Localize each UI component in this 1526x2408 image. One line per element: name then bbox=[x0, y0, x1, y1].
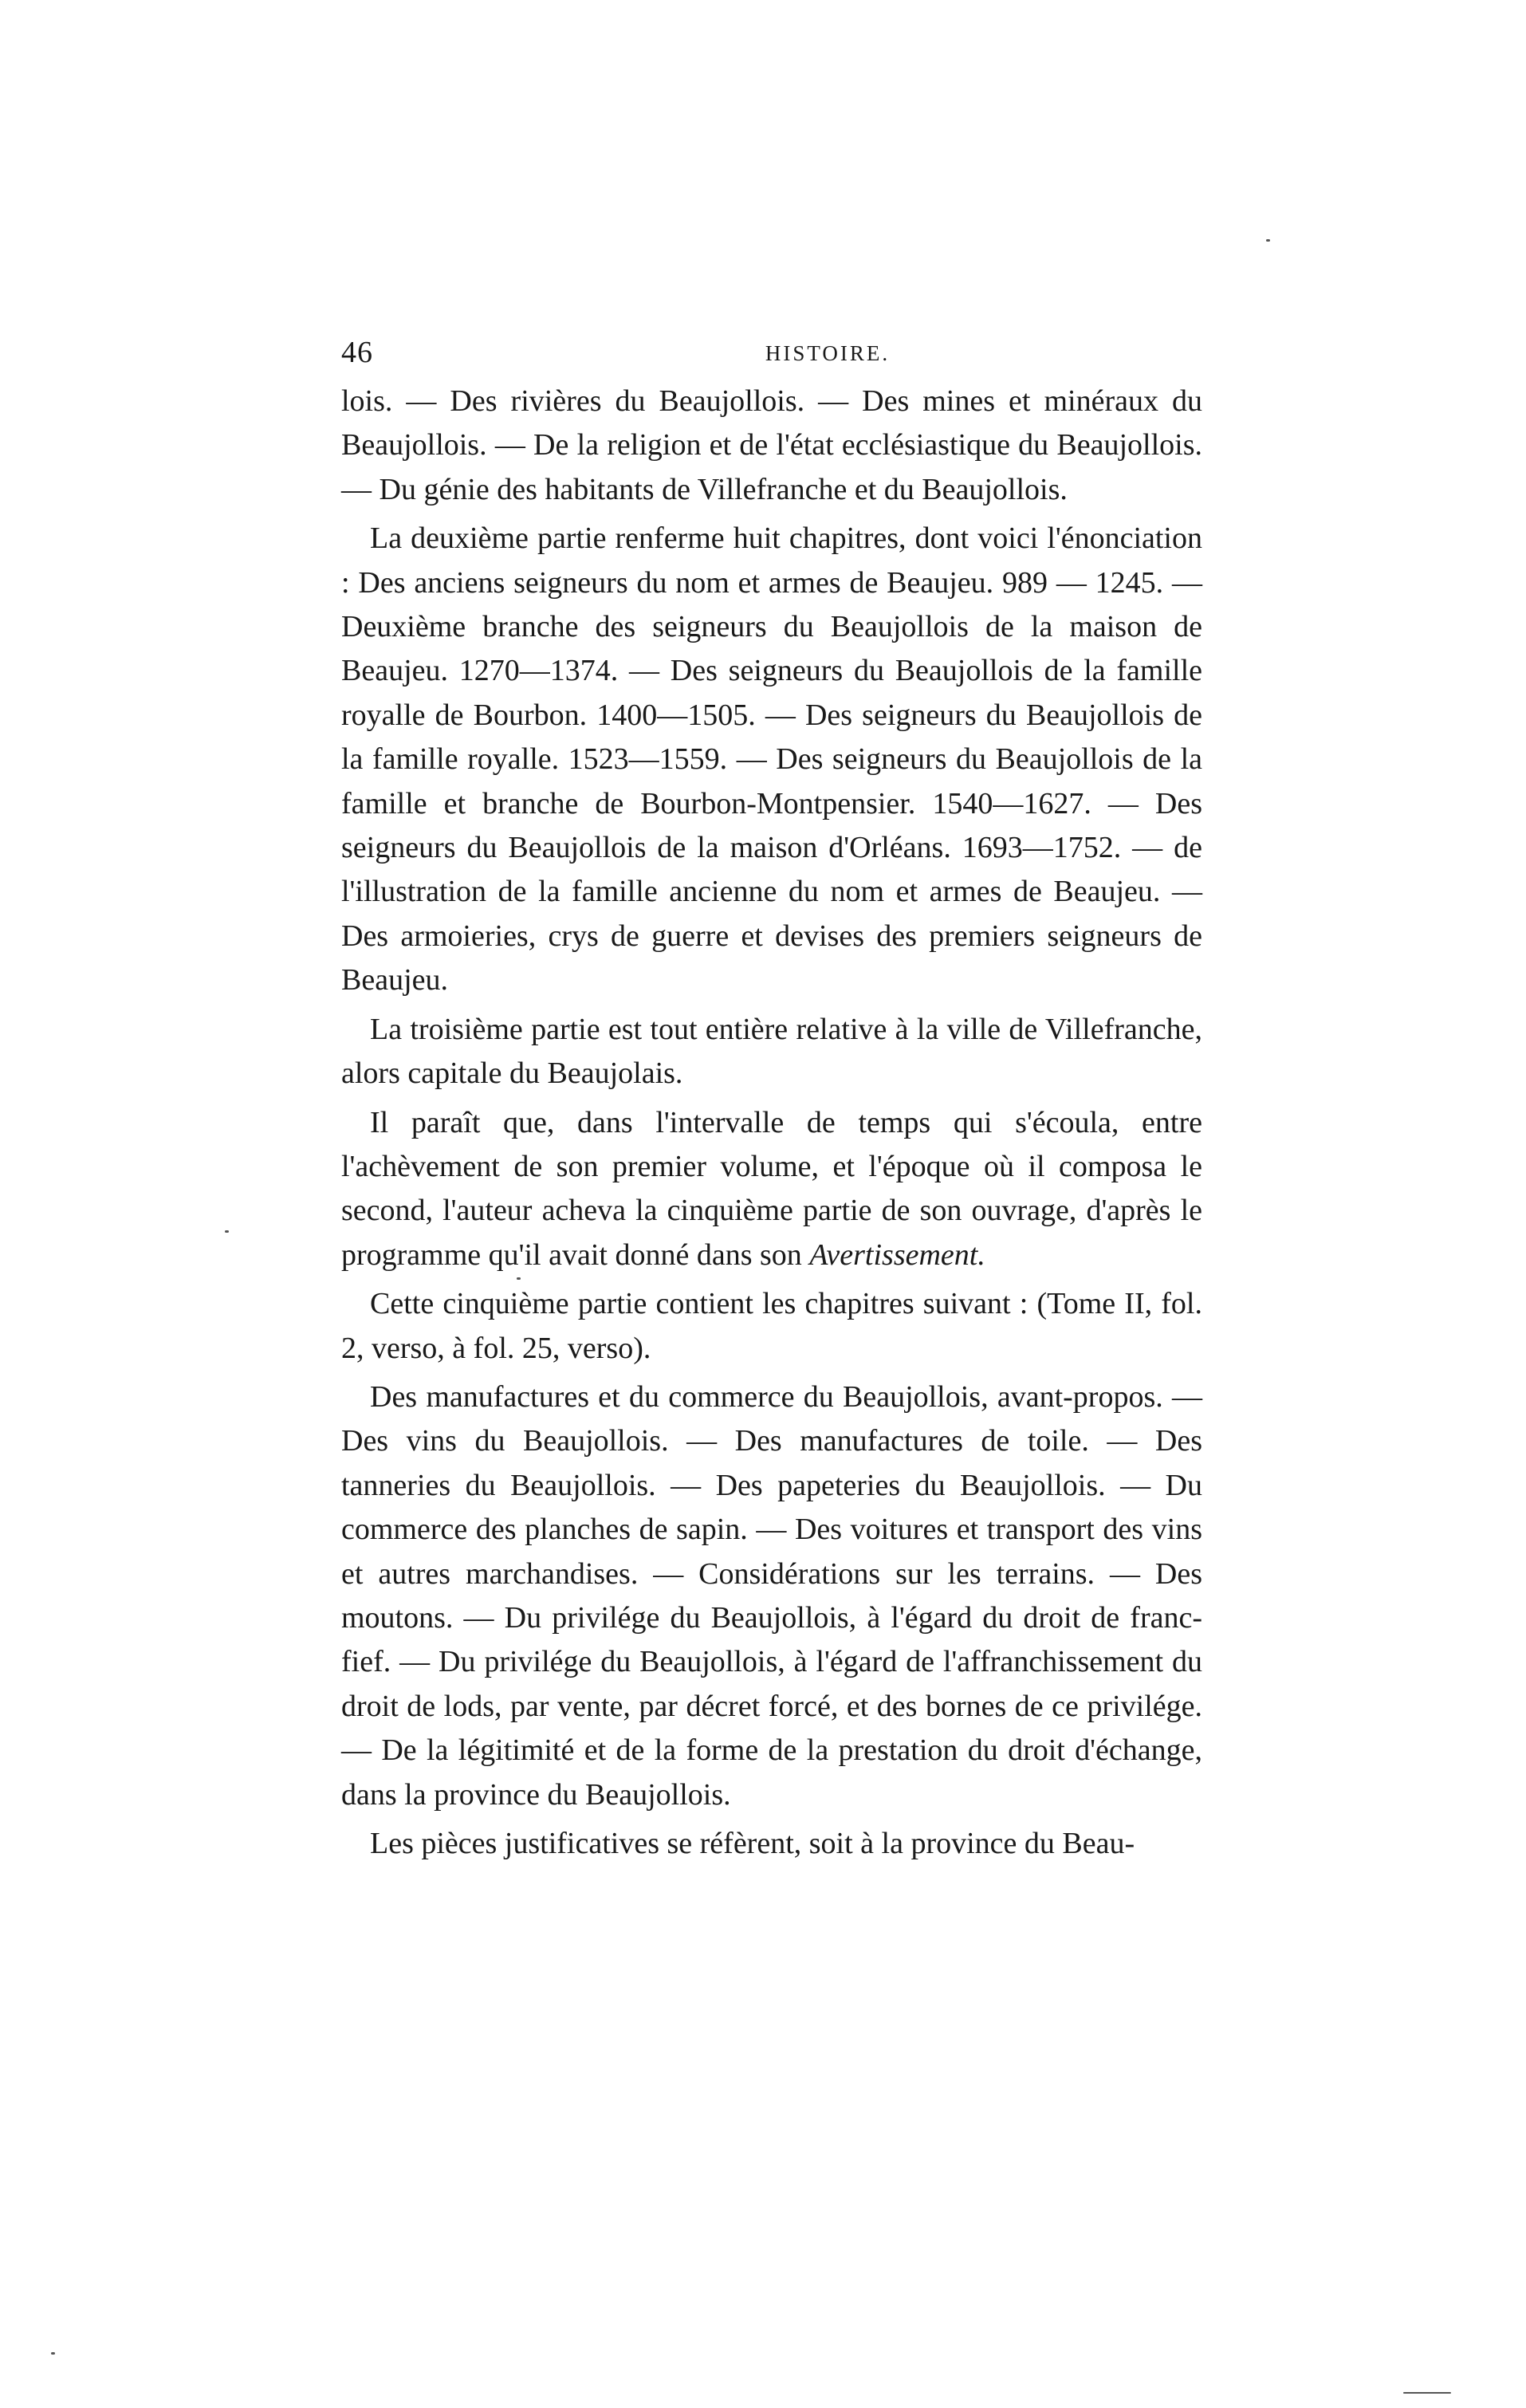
ink-speck bbox=[1403, 2392, 1451, 2394]
body-text bbox=[341, 380, 1202, 1866]
paragraph-troisieme-partie: La troisième partie est tout entière relative à la ville de Villefranche, alors capitale du Beaujolais. bbox=[341, 1012, 1202, 1091]
paragraph-pieces-justificatives: Les pièces justificatives se réfèrent, soit à la province du Beau- bbox=[370, 1827, 1135, 1860]
ink-speck bbox=[517, 1277, 521, 1280]
page-number: 46 bbox=[341, 336, 373, 369]
ink-speck bbox=[1266, 239, 1270, 242]
paragraph-text: Il paraît que, dans l'intervalle de temps qui s'écoula, entre l'achèvement de son premier volume, et l'époque où il composa le second, l'auteur acheva la cinquième partie de son ouvrage, d'après le programme qu'il avait donné dans son bbox=[341, 1105, 1202, 1272]
paragraph-deuxieme-partie: La deuxième partie renferme huit chapitres, dont voici l'énonciation : Des anciens seigneurs du nom et armes de Beaujeu. 989 — 1245. — Deuxième branche des seigneurs du Beaujollois de la maison de Beaujeu. 1270—1374. — Des seigneurs du Beaujollois de la famille royalle de Bourbon. 1400—1505. — Des seigneurs du Beaujollois de la famille royalle. 1523—1559. — Des seigneurs du Beaujollois de la famille et branche de Bourbon-Montpensier. 1540—1627. — Des seigneurs du Beaujollois de la maison d'Orléans. 1693—1752. — de l'illustration de la famille ancienne du nom et armes de Beaujeu. — Des armoieries, crys de guerre et devises des premiers seigneurs de Beaujeu. bbox=[341, 521, 1202, 997]
ink-speck bbox=[225, 1230, 229, 1233]
paragraph-continuation: lois. — Des rivières du Beaujollois. — Des mines et minéraux du Beaujollois. — De la religion et de l'état ecclésiastique du Beaujollois. — Du génie des habitants de Villefranche et du Beaujollois. bbox=[341, 384, 1202, 506]
italic-word: Avertissement. bbox=[809, 1237, 985, 1272]
ink-speck bbox=[51, 2352, 55, 2355]
paragraph-cinquieme-partie-intro bbox=[341, 1101, 1202, 1278]
running-title: HISTOIRE. bbox=[765, 341, 891, 365]
running-head bbox=[341, 335, 1202, 375]
paragraph-chapter-list: Des manufactures et du commerce du Beaujollois, avant-propos. — Des vins du Beaujollois. — Des manufactures de toile. — Des tanneries du Beaujollois. — Des papeteries du Beaujollois. — Du commerce des planches de sapin. — Des voitures et transport des vins et autres marchandises. — Considérations sur les terrains. — Des moutons. — Du privilége du Beaujollois, à l'égard du droit de franc-fief. — Du privilége du Beaujollois, à l'égard de l'affranchissement du droit de lods, par vente, par décret forcé, et des bornes de ce privilége. — De la légitimité et de la forme de la prestation du droit d'échange, dans la province du Beaujollois. bbox=[341, 1379, 1202, 1812]
paragraph-chapitres-suivant: Cette cinquième partie contient les chapitres suivant : (Tome II, fol. 2, verso, à fol. 25, verso). bbox=[341, 1287, 1202, 1365]
